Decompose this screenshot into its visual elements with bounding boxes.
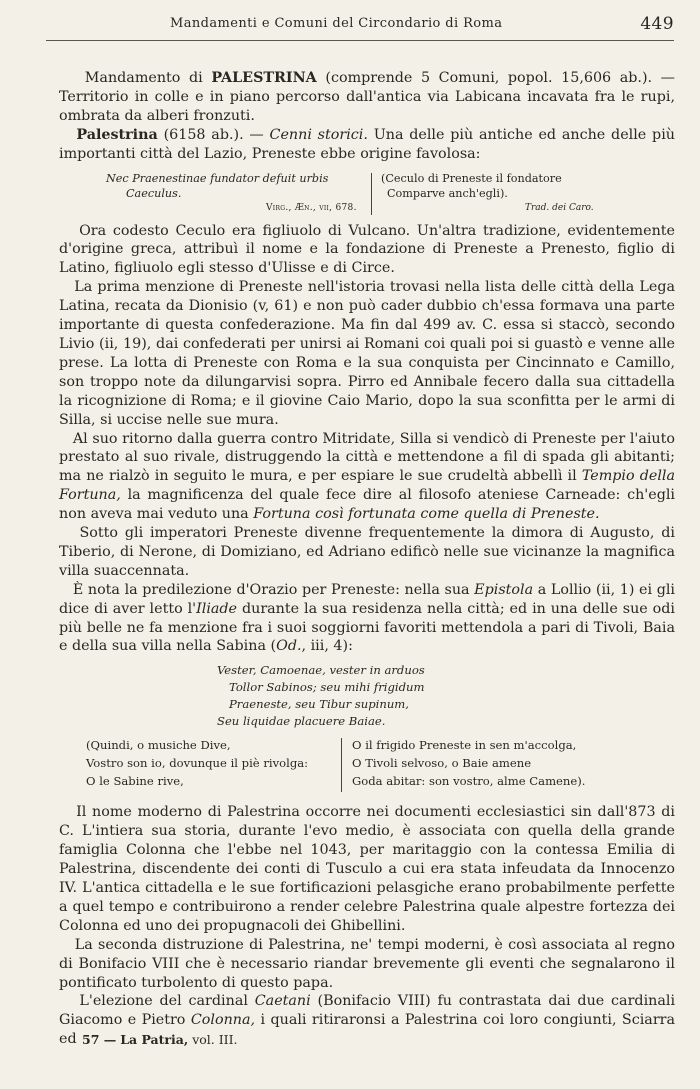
p7-epistola: Epistola (474, 581, 534, 598)
page-number: 449 (640, 14, 674, 34)
translation-line: O Tivoli selvoso, o Baie amene (352, 756, 532, 771)
latin-source: Virg., Æn., vii, 678. (266, 202, 357, 213)
p7-b: a Lollio (ii, 1) ei gli dice di aver letto l' (59, 581, 675, 617)
p1-name: PALESTRINA (211, 70, 317, 86)
p8-text: Il nome moderno di Palestrina occorre nei documenti ecclesiastici sin dall'873 di C. L'intiera sua storia, durante l'evo medio, è associata con quella della grande famiglia Colonna che l'ebbe nel 1043, per maritaggio con la contessa Emilia di Palestrina, discendente dei conti di Tusculo a cui era stata infeudata da Innocenzo IV. L'antica cittadella e le sue fortificazioni pelasgiche erano probabilmente perfette a quel tempo e contribuirono a render celebre Palestrina quale alpestre fortezza dei Colonna ed uno dei propugnacoli dei Ghibellini. (59, 804, 676, 934)
p2-pre: (6158 ab.). — (163, 126, 264, 143)
translation-right (352, 736, 672, 790)
header-rule (46, 40, 674, 41)
p10-c: i quali ritiraronsi a Palestrina coi loro congiunti, Sciarra ed (59, 1012, 676, 1048)
translation-line: O le Sabine rive, (86, 774, 184, 789)
italian-source: Trad. dei Caro. (525, 202, 594, 213)
latin-quote (106, 171, 366, 213)
paragraph-seconda-distruzione (59, 936, 675, 993)
horace-translation (59, 736, 675, 793)
p5-a: Al suo ritorno dalla guerra contro Mitridate, Silla si vendicò di Preneste per l'aiuto prestato al suo rivale, distruggendo la città e mettendone a fil di spada gli abitanti; ma ne rialzò in seguito le mura, e per espiare le sue crudeltà abbellì il (59, 430, 675, 485)
p3-text: Ora codesto Ceculo era figliuolo di Vulcano. Un'altra tradizione, evidentemente d'origine greca, attribuì il nome e la fondazione di Preneste a Prenesto, figlio di Latino, figliuolo egli stesso d'Ulisse e di Circe. (59, 222, 675, 277)
translation-line: Goda abitar: son vostro, alme Camene). (352, 774, 586, 789)
p5-b: la magnificenza del quale fece dire al filosofo ateniese Carneade: ch'egli non aveva mai veduto una (59, 487, 675, 523)
latin-line-1: Nec Praenestinae fundator defuit urbis (106, 171, 329, 185)
p9-text: La seconda distruzione di Palestrina, ne' tempi moderni, è così associata al regno di Bonifacio VIII che è necessario riandar brevemente gli eventi che segnalarono il pontificato turbolento di questo papa. (59, 936, 675, 991)
footer-journal: La Patria, (120, 1032, 189, 1047)
virgil-quote (59, 169, 675, 216)
poem-line: Praeneste, seu Tibur supinum, (229, 697, 409, 712)
p5-tempio: Tempio della Fortuna, (59, 468, 675, 504)
p10-a: L'elezione del cardinal (79, 993, 248, 1010)
poem-line: Seu liquidae placuere Baiae. (217, 714, 386, 729)
p7-d: , iii, 4): (301, 638, 353, 655)
italian-quote (381, 171, 661, 213)
translation-line: Vostro son io, dovunque il piè rivolga: (86, 756, 309, 771)
p2-name: Palestrina (76, 126, 158, 143)
paragraph-lega-latina (59, 278, 675, 429)
footer-sig: 57 — (82, 1032, 117, 1047)
running-header (0, 16, 700, 38)
p1-lead: Mandamento di (84, 70, 203, 86)
paragraph-mandamento (59, 69, 675, 126)
paragraph-nome-moderno (59, 803, 675, 935)
paragraph-orazio (59, 581, 675, 657)
paragraph-imperatori (59, 524, 675, 581)
p5-quote: Fortuna così fortunata come quella di Preneste. (253, 506, 600, 523)
quote-divider (371, 173, 372, 215)
italian-line-1: (Ceculo di Preneste il fondatore (381, 171, 562, 185)
p10-colonna: Colonna, (190, 1012, 256, 1029)
p7-a: È nota la predilezione d'Orazio per Preneste: nella sua (72, 581, 470, 598)
main-text (59, 69, 675, 1049)
header-title: Mandamenti e Comuni del Circondario di Roma (170, 16, 503, 31)
footer-vol: vol. III. (192, 1032, 238, 1047)
paragraph-palestrina (59, 126, 675, 164)
paragraph-ceculo (59, 222, 675, 279)
p7-iliade: Iliade (196, 600, 238, 617)
footer-signature (82, 1032, 238, 1047)
p2-rest: Una delle più antiche ed anche delle più importanti città del Lazio, Preneste ebbe origine favolosa: (59, 126, 675, 162)
p10-caetani: Caetani (254, 993, 311, 1010)
translation-line: (Quindi, o musiche Dive, (86, 738, 231, 753)
horace-poem (217, 662, 675, 730)
italian-line-2: Comparve anch'egli). (387, 186, 508, 200)
p10-b: (Bonifacio VIII) fu contrastata dai due cardinali Giacomo e Pietro (59, 993, 676, 1029)
p2-cenni: Cenni storici. (269, 126, 368, 143)
poem-line: Vester, Camoenae, vester in arduos (217, 663, 425, 678)
p1-rest: (comprende 5 Comuni, popol. 15,606 ab.). — Territorio in colle e in piano percorso dall'antica via Labicana incavata fra le rupi, ombrata da alberi fronzuti. (59, 70, 675, 124)
translation-line: O il frigido Preneste in sen m'accolga, (352, 738, 577, 753)
latin-line-2: Caeculus. (126, 186, 182, 200)
p7-od: Od. (276, 638, 302, 655)
poem-line: Tollor Sabinos; seu mihi frigidum (229, 680, 425, 695)
p4-text: La prima menzione di Preneste nell'istoria trovasi nella lista delle città della Lega Latina, recata da Dionisio (v, 61) e non può cader dubbio ch'essa formava una parte importante di questa confederazione. Ma fin dal 499 av. C. essa si staccò, secondo Livio (ii, 19), dai confederati per unirsi ai Romani coi quali poi si guastò e venne alle prese. La lotta di Preneste con Roma e la sua conquista per Cincinnato e Camillo, son troppo note da dilungarvisi sopra. Pirro ed Annibale fecero dalla sua cittadella la ricognizione di Roma; e il giovine Caio Mario, dopo la sua sconfitta per le armi di Silla, si uccise nelle sue mura. (59, 279, 675, 428)
translation-left (86, 736, 346, 790)
paragraph-silla (59, 430, 675, 525)
p6-text: Sotto gli imperatori Preneste divenne frequentemente la dimora di Augusto, di Tiberio, di Nerone, di Domiziano, ed Adriano edificò nelle sue vicinanze la magnifica villa suaccennata. (59, 525, 675, 579)
translation-divider (341, 738, 342, 792)
p7-c: durante la sua residenza nella città; ed in una delle sue odi più belle ne fa menzione fra i suoi soggiorni favoriti mettendola a pari di Tivoli, Baia e della sua villa nella Sabina ( (59, 600, 675, 655)
